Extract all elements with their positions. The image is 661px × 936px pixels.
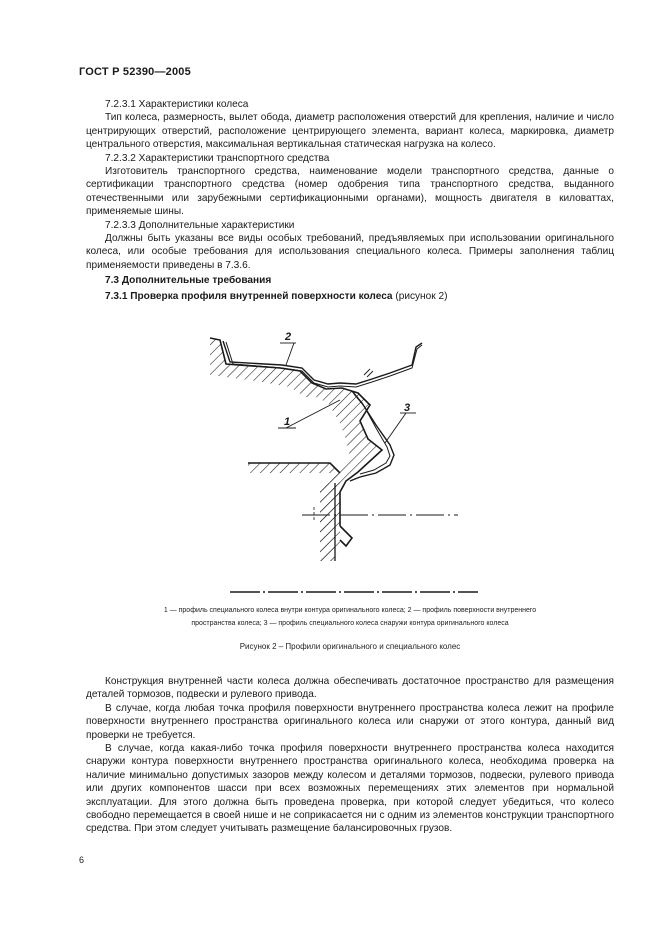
label-2: 2 — [285, 331, 292, 343]
section-heading-7-3: 7.3 Дополнительные требования — [105, 275, 272, 287]
heading-7-3-1-figure-ref: (рисунок 2) — [392, 290, 448, 302]
section-heading-7-3-1 — [86, 290, 614, 303]
figure-2-wheel-profiles — [190, 325, 490, 600]
paragraph: В случае, когда любая точка профиля поверхности внутреннего пространства колеса лежит на профиле поверхности внутреннего пространства оригинального колеса или снаружи от этого контура, данный вид проверки не требуется. — [86, 702, 614, 741]
wheel-profile-drawing — [190, 325, 490, 600]
section-7-3-1-body — [86, 675, 614, 836]
subsection-heading: 7.2.3.1 Характеристики колеса — [105, 99, 249, 110]
figure-legend — [86, 604, 614, 630]
subsection-heading: 7.2.3.2 Характеристики транспортного средства — [105, 152, 330, 164]
document-header: ГОСТ Р 52390—2005 — [79, 66, 191, 78]
subsection-heading: 7.2.3.3 Дополнительные характеристики — [105, 219, 295, 231]
paragraph: В случае, когда какая-либо точка профиля поверхности внутреннего пространства колеса находится снаружи контура поверхности внутреннего пространства оригинального колеса, необходима проверка на наличие минимально допустимых зазоров между колесом и деталями тормозов, подвески, рулевого привода или других компонентов шасси при всех возможных перемещениях этих элементов при нормальной эксплуатации. Для этого должна быть проведена проверка, при которой следует убедиться, что колесо свободно перемещается в своей нише и не соприкасается ни с одним из элементов конструкции транспортного средства. При этом следует учитывать размещение балансировочных грузов. — [86, 743, 614, 835]
label-3: 3 — [404, 402, 411, 414]
figure-title: Рисунок 2 – Профили оригинального и специального колес — [239, 642, 461, 651]
paragraph: Должны быть указаны все виды особых требований, предъявляемых при использовании оригинального колеса, или особые требования для использования специального колеса. Примеры заполнения таблиц применяемости приведены в 7.3.6. — [86, 233, 614, 271]
section-7-2-3 — [86, 98, 614, 303]
paragraph: Тип колеса, размерность, вылет обода, диаметр расположения отверстий для крепления, наличие и число центрирующих отверстий, расположение центрирующего элемента, вариант колеса, маркировка, диаметр центрального отверстия, максимальная вертикальная статическая нагрузка на колесо. — [86, 112, 614, 151]
paragraph: Конструкция внутренней части колеса должна обеспечивать достаточное пространство для размещения деталей тормозов, подвески и рулевого привода. — [86, 676, 614, 701]
label-1: 1 — [284, 416, 291, 428]
legend-line: 1 — профиль специального колеса внутри контура оригинального колеса; 2 — профиль поверхности внутреннего — [163, 607, 537, 614]
page-number: 6 — [79, 855, 85, 865]
legend-line: пространства колеса; 3 — профиль специального колеса снаружи контура оригинального колеса — [191, 620, 509, 627]
paragraph: Изготовитель транспортного средства, наименование модели транспортного средства, данные о сертификации транспортного средства (номер одобрения типа транспортного средства, выданного отечественными или зарубежными сертификационными органами), мощность двигателя в киловаттах, применяемые шины. — [86, 166, 614, 218]
hatched-rim-body — [210, 338, 382, 561]
heading-7-3-1-title: 7.3.1 Проверка профиля внутренней поверхности колеса — [105, 290, 393, 302]
